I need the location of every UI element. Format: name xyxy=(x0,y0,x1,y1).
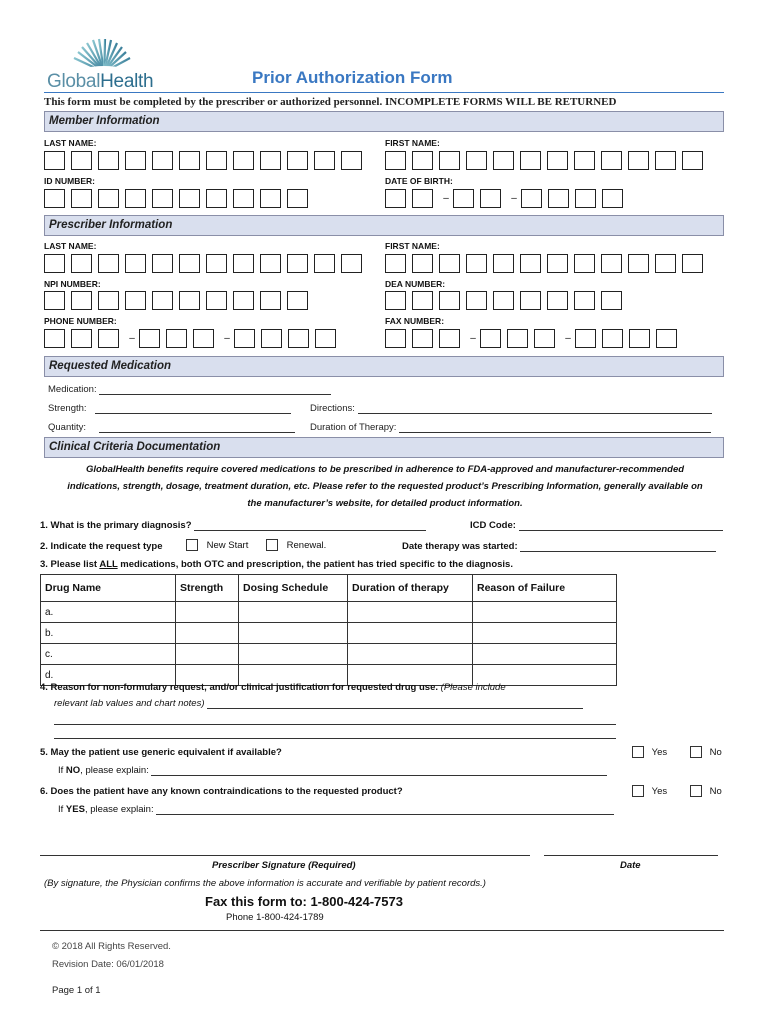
fax-number: Fax this form to: 1-800-424-7573 xyxy=(205,894,403,909)
section-prescriber-information: Prescriber Information xyxy=(44,215,724,236)
member-last-name-field[interactable] xyxy=(44,151,368,170)
q4-line[interactable] xyxy=(54,738,616,739)
section-member-information: Member Information xyxy=(44,111,724,132)
prescriber-fax-label: FAX NUMBER: xyxy=(385,316,445,326)
col-duration: Duration of therapy xyxy=(348,575,473,602)
table-header-row xyxy=(41,575,617,602)
q5-no-option[interactable] xyxy=(690,746,722,758)
q5-explain-field[interactable] xyxy=(58,765,607,776)
prescriber-npi-field[interactable] xyxy=(44,291,314,310)
strength-label: Strength: xyxy=(48,403,87,414)
q6-explain-field[interactable] xyxy=(58,804,614,815)
new-start-checkbox[interactable] xyxy=(186,539,198,551)
logo-text-global: Global xyxy=(47,71,101,92)
prescriber-first-name-field[interactable] xyxy=(385,254,709,273)
clinical-paragraph-line: GlobalHealth benefits require covered medications to be prescribed in adherence to FDA-approved and manufacturer-recommended xyxy=(85,464,685,475)
revision-date: Revision Date: 06/01/2018 xyxy=(52,959,164,970)
primary-diagnosis-field[interactable] xyxy=(40,520,426,531)
prescriber-last-name-field[interactable] xyxy=(44,254,368,273)
col-strength: Strength xyxy=(176,575,239,602)
q5-label: 5. May the patient use generic equivalent if available? xyxy=(40,747,282,758)
prescriber-fax-field[interactable]: – – xyxy=(385,329,683,348)
clinical-paragraph xyxy=(40,461,730,512)
q2-label: 2. Indicate the request type xyxy=(40,541,163,552)
q6-yes-option[interactable] xyxy=(632,785,667,797)
table-row[interactable]: c. xyxy=(41,644,617,665)
table-row[interactable]: a. xyxy=(41,602,617,623)
member-id-label: ID NUMBER: xyxy=(44,176,95,186)
date-started-field[interactable] xyxy=(402,541,716,552)
q1-label: 1. What is the primary diagnosis? xyxy=(40,520,192,531)
section-requested-medication: Requested Medication xyxy=(44,356,724,377)
medication-label: Medication: xyxy=(48,384,97,395)
member-dob-label: DATE OF BIRTH: xyxy=(385,176,453,186)
icd-code-label: ICD Code: xyxy=(470,520,516,531)
member-id-field[interactable] xyxy=(44,189,314,208)
member-first-name-label: FIRST NAME: xyxy=(385,138,440,148)
phone-number: Phone 1-800-424-1789 xyxy=(226,912,324,923)
signature-line[interactable] xyxy=(40,855,530,856)
directions-label: Directions: xyxy=(310,403,355,414)
q5-yes-checkbox[interactable] xyxy=(632,746,644,758)
table-row[interactable]: d. xyxy=(41,665,617,686)
prescriber-last-name-label: LAST NAME: xyxy=(44,241,97,251)
prescriber-phone-field[interactable]: – – xyxy=(44,329,342,348)
prescriber-dea-label: DEA NUMBER: xyxy=(385,279,446,289)
medication-field[interactable] xyxy=(48,384,331,395)
q6-yes-checkbox[interactable] xyxy=(632,785,644,797)
q4-justification-field[interactable] xyxy=(54,698,583,709)
renewal-checkbox[interactable] xyxy=(266,539,278,551)
q3-label: 3. Please list ALL medications, both OTC and prescription, the patient has tried specific to the diagnosis. xyxy=(40,559,513,570)
prescriber-dea-field[interactable] xyxy=(385,291,628,310)
renewal-label: Renewal. xyxy=(286,539,327,551)
logo-text-health: Health xyxy=(100,71,154,92)
col-dosing-schedule: Dosing Schedule xyxy=(239,575,348,602)
q5-yes-label: Yes xyxy=(651,746,668,758)
q6-explain-label: If YES, please explain: xyxy=(58,804,154,815)
q6-no-checkbox[interactable] xyxy=(690,785,702,797)
quantity-label: Quantity: xyxy=(48,422,87,433)
logo xyxy=(44,38,168,94)
strength-field[interactable] xyxy=(48,403,291,414)
q5-explain-label: If NO, please explain: xyxy=(58,765,149,776)
form-title: Prior Authorization Form xyxy=(252,68,453,87)
q5-no-checkbox[interactable] xyxy=(690,746,702,758)
duration-label: Duration of Therapy: xyxy=(310,422,397,433)
member-first-name-field[interactable] xyxy=(385,151,709,170)
member-dob-field[interactable]: – – xyxy=(385,189,629,208)
prescriber-phone-label: PHONE NUMBER: xyxy=(44,316,117,326)
icd-code-field[interactable] xyxy=(470,520,723,531)
renewal-option[interactable] xyxy=(266,539,326,551)
member-last-name-label: LAST NAME: xyxy=(44,138,97,148)
new-start-label: New Start xyxy=(206,539,249,551)
section-clinical-criteria: Clinical Criteria Documentation xyxy=(44,437,724,458)
q4-note-label: relevant lab values and chart notes) xyxy=(54,698,205,709)
q6-label: 6. Does the patient have any known contraindications to the requested product? xyxy=(40,786,403,797)
q4-line[interactable] xyxy=(54,724,616,725)
q5-no-label: No xyxy=(709,746,722,758)
q5-yes-option[interactable] xyxy=(632,746,667,758)
date-label: Date xyxy=(620,860,641,871)
date-started-label: Date therapy was started: xyxy=(402,541,518,552)
page-number: Page 1 of 1 xyxy=(52,985,101,996)
clinical-paragraph-line: the manufacturer’s website, for detailed product information. xyxy=(247,498,523,509)
date-line[interactable] xyxy=(544,855,718,856)
q4-label: 4. Reason for non-formulary request, and/or clinical justification for requested drug use. (Please include xyxy=(40,682,506,693)
prescriber-first-name-label: FIRST NAME: xyxy=(385,241,440,251)
header-rule xyxy=(44,92,724,93)
q6-no-option[interactable] xyxy=(690,785,722,797)
col-drug-name: Drug Name xyxy=(41,575,176,602)
q6-yes-label: Yes xyxy=(651,785,668,797)
signature-disclaimer: (By signature, the Physician confirms the above information is accurate and verifiable by patient records.) xyxy=(44,878,486,889)
copyright: © 2018 All Rights Reserved. xyxy=(52,941,171,952)
table-row[interactable]: b. xyxy=(41,623,617,644)
q6-no-label: No xyxy=(709,785,722,797)
duration-field[interactable] xyxy=(310,422,711,433)
directions-field[interactable] xyxy=(310,403,712,414)
footer-rule xyxy=(40,930,724,931)
clinical-paragraph-line: indications, strength, dosage, treatment duration, etc. Please refer to the requested product’s Prescribing Information, generally available on xyxy=(67,481,703,492)
signature-label: Prescriber Signature (Required) xyxy=(212,860,356,871)
new-start-option[interactable] xyxy=(186,539,248,551)
col-reason-failure: Reason of Failure xyxy=(473,575,617,602)
form-notice: This form must be completed by the prescriber or authorized personnel. INCOMPLETE FORMS WILL BE RETURNED xyxy=(44,96,617,108)
quantity-field[interactable] xyxy=(48,422,295,433)
prior-medications-table xyxy=(40,574,617,686)
prescriber-npi-label: NPI NUMBER: xyxy=(44,279,101,289)
